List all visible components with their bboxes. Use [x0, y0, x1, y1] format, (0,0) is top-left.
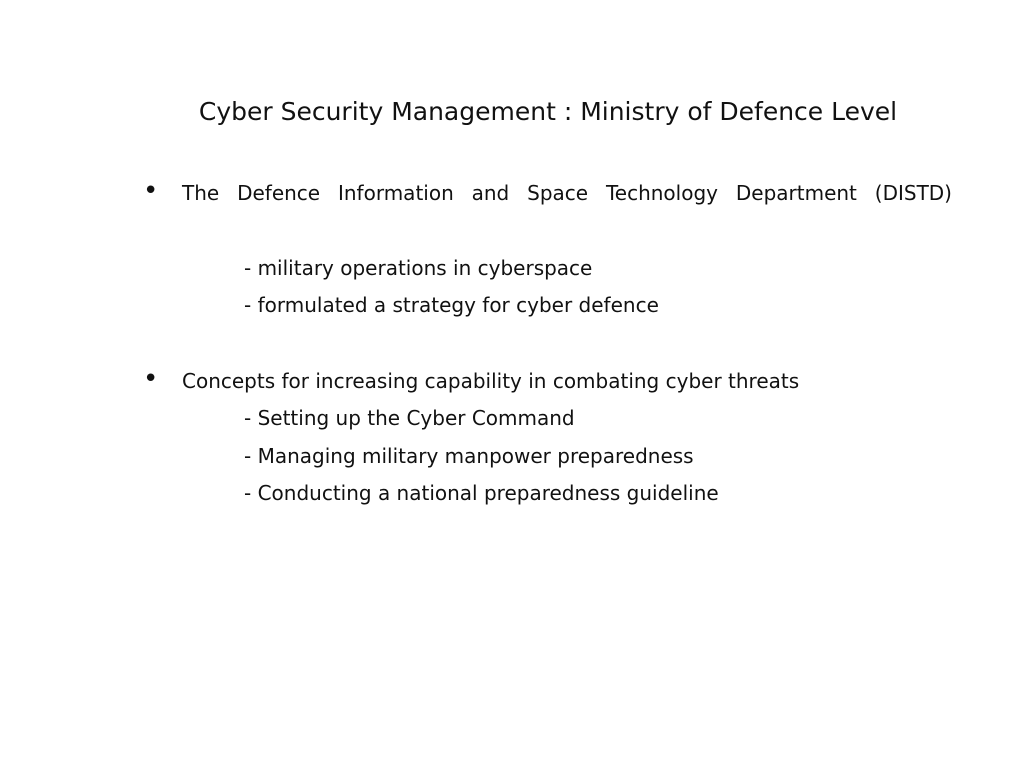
sub-item: - Conducting a national preparedness guideline [244, 481, 719, 505]
bullet-item-distd [0, 178, 1024, 208]
bullet-icon: • [143, 176, 159, 206]
sub-item: - military operations in cyberspace [244, 256, 593, 280]
bullet-item-concepts [0, 366, 1024, 396]
sub-item: - formulated a strategy for cyber defence [244, 293, 659, 317]
sub-item: - Setting up the Cyber Command [244, 406, 575, 430]
sub-item: - Managing military manpower preparedness [244, 444, 694, 468]
bullet-heading: Concepts for increasing capability in combating cyber threats [182, 369, 800, 393]
bullet-icon: • [143, 364, 159, 394]
bullet-heading: The Defence Information and Space Technology Department (DISTD) [182, 181, 952, 205]
slide-title: Cyber Security Management : Ministry of Defence Level [198, 97, 898, 126]
